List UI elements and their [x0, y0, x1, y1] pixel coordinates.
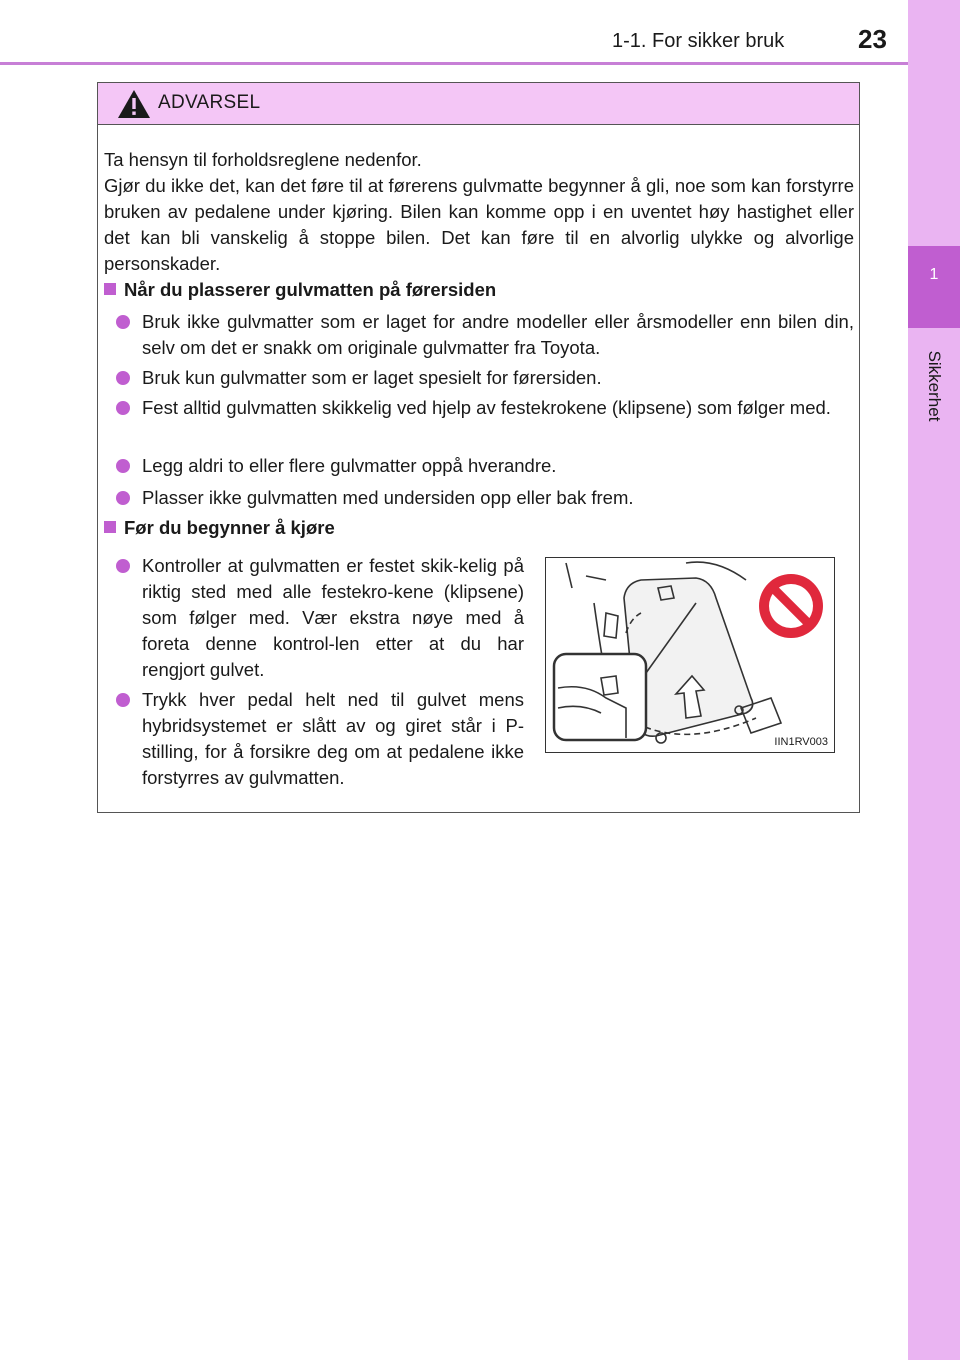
- warning-title: ADVARSEL: [158, 92, 261, 113]
- list-item-text: Plasser ikke gulvmatten med undersiden opp eller bak frem.: [142, 487, 634, 508]
- section-reference: 1-1. For sikker bruk: [612, 30, 785, 52]
- prohibited-icon: [759, 574, 823, 638]
- illustration-code: IIN1RV003: [774, 736, 828, 748]
- warning-header: [98, 83, 859, 125]
- round-bullet-icon: [116, 459, 130, 473]
- section-heading-text: Når du plasserer gulvmatten på førersiden: [124, 279, 497, 300]
- section-heading-text: Før du begynner å kjøre: [124, 517, 335, 538]
- square-bullet-icon: [104, 283, 116, 295]
- list-item: [116, 453, 854, 479]
- list-item-text: Bruk ikke gulvmatter som er laget for andre modeller eller årsmodeller enn bilen din, selv om det er snakk om originale gulvmatter fra Toyota.: [142, 311, 854, 358]
- section-heading-driver-mat: [104, 277, 496, 303]
- warning-intro-1: Ta hensyn til forholdsreglene nedenfor.: [104, 149, 422, 170]
- list-item-text: Bruk kun gulvmatter som er laget spesielt for førersiden.: [142, 367, 602, 388]
- list-item-text: Fest alltid gulvmatten skikkelig ved hjelp av festekrokene (klipsene) som følger med.: [142, 397, 831, 418]
- list-item: [116, 687, 524, 791]
- page-number: 23: [858, 24, 887, 54]
- round-bullet-icon: [116, 491, 130, 505]
- warning-intro-2: Gjør du ikke det, kan det føre til at førerens gulvmatte begynner å gli, noe som kan forstyrre bruken av pedalene under kjøring. Bilen kan komme opp i en uventet høy hastighet eller det kan bli vanskelig å stoppe bilen. Det kan føre til en alvorlig ulykke og alvorlige personskader.: [104, 175, 854, 274]
- warning-triangle-icon: [116, 88, 152, 120]
- round-bullet-icon: [116, 559, 130, 573]
- list-item: [116, 365, 854, 391]
- list-item: [116, 395, 854, 421]
- list-item: [116, 485, 854, 511]
- floor-mat-drawing: [546, 558, 834, 752]
- square-bullet-icon: [104, 521, 116, 533]
- chapter-tab[interactable]: [908, 246, 960, 328]
- round-bullet-icon: [116, 693, 130, 707]
- header-rule: [0, 62, 908, 65]
- list-item-text: Legg aldri to eller flere gulvmatter oppå hverandre.: [142, 455, 557, 476]
- round-bullet-icon: [116, 401, 130, 415]
- round-bullet-icon: [116, 371, 130, 385]
- chapter-number: 1: [929, 266, 939, 283]
- floor-mat-illustration: [545, 557, 835, 753]
- list-item-text: Kontroller at gulvmatten er festet skik-kelig på riktig sted med alle festekro-kene (klipsene) som følger med. Vær ekstra nøye med å foreta denne kontrol-len etter at du har rengjort gulvet.: [142, 555, 524, 680]
- chapter-label: Sikkerhet: [925, 350, 944, 422]
- side-tab-strip: [908, 0, 960, 1360]
- list-item-text: Trykk hver pedal helt ned til gulvet mens hybridsystemet er slått av og giret står i P-stilling, for å forsikre deg om at pedalene ikke forstyrres av gulvmatten.: [142, 689, 524, 788]
- list-item: [116, 309, 854, 361]
- warning-box: [97, 82, 860, 813]
- round-bullet-icon: [116, 315, 130, 329]
- section-heading-before-driving: [104, 515, 335, 541]
- list-item: [116, 553, 524, 683]
